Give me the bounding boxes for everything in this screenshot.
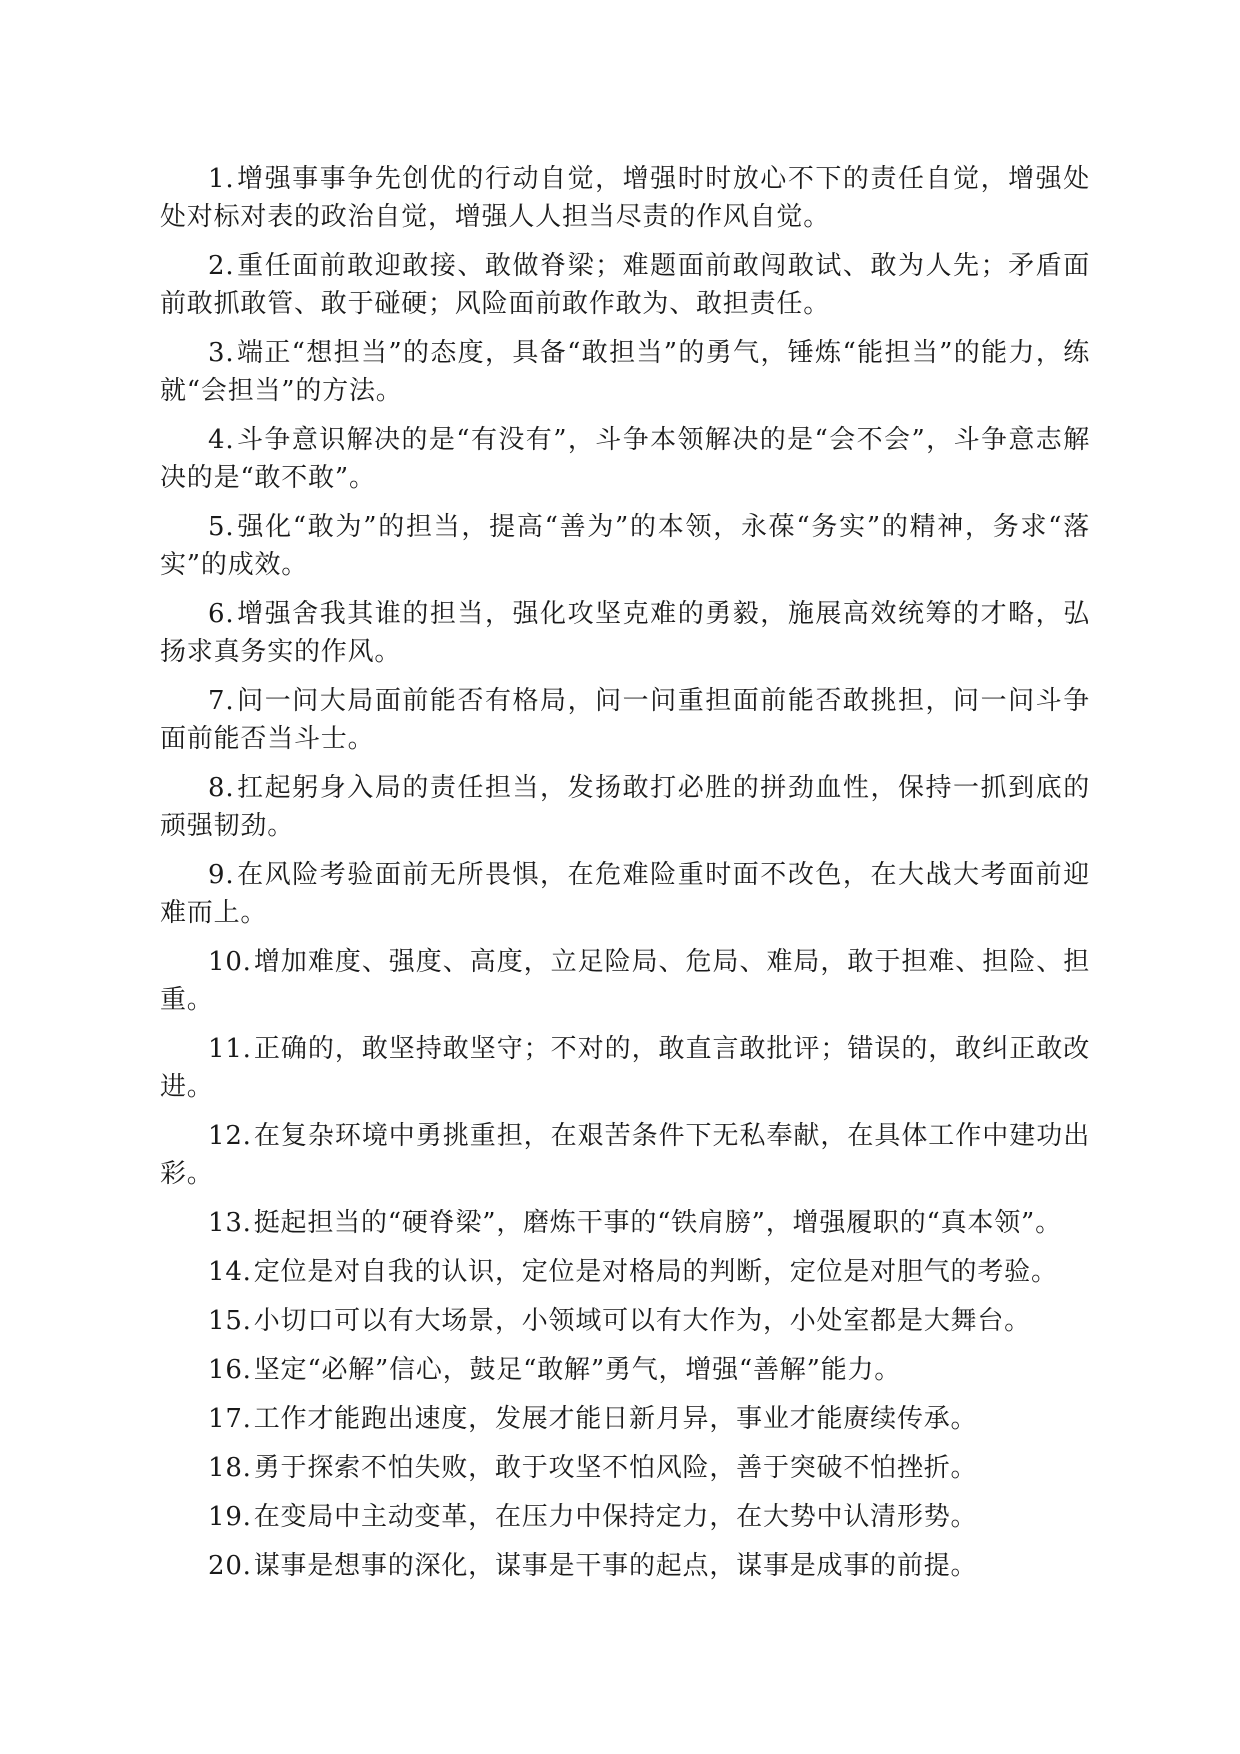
item-text: 工作才能跑出速度，发展才能日新月异，事业才能赓续传承。 [253, 1404, 978, 1434]
item-text: 增强舍我其谁的担当，强化攻坚克难的勇毅，施展高效统筹的才略，弘扬求真务实的作风。 [160, 599, 1090, 667]
document-body [160, 160, 1090, 1596]
item-number: 13. [208, 1208, 252, 1238]
item-text: 小切口可以有大场景，小领域可以有大作为，小处室都是大舞台。 [253, 1306, 1031, 1336]
item-text: 问一问大局面前能否有格局，问一问重担面前能否敢挑担，问一问斗争面前能否当斗士。 [160, 686, 1090, 754]
item-text: 增强事事争先创优的行动自觉，增强时时放心不下的责任自觉，增强处处对标对表的政治自觉，增强人人担当尽责的作风自觉。 [160, 164, 1090, 232]
item-number: 7. [208, 686, 235, 716]
item-number: 17. [208, 1404, 252, 1434]
list-item [160, 1302, 1090, 1340]
list-item [160, 1547, 1090, 1585]
list-item [160, 1204, 1090, 1242]
item-number: 9. [208, 860, 235, 890]
item-number: 3. [208, 338, 235, 368]
item-text: 斗争意识解决的是“有没有”，斗争本领解决的是“会不会”，斗争意志解决的是“敢不敢”。 [160, 425, 1090, 493]
item-text: 坚定“必解”信心，鼓足“敢解”勇气，增强“善解”能力。 [253, 1355, 902, 1385]
item-number: 12. [208, 1121, 252, 1151]
item-text: 挺起担当的“硬脊梁”，磨炼干事的“铁肩膀”，增强履职的“真本领”。 [253, 1208, 1062, 1238]
list-item [160, 1030, 1090, 1106]
list-item [160, 943, 1090, 1019]
list-item [160, 1253, 1090, 1291]
item-number: 18. [208, 1453, 252, 1483]
item-text: 在风险考验面前无所畏惧，在危难险重时面不改色，在大战大考面前迎难而上。 [160, 860, 1090, 928]
item-text: 重任面前敢迎敢接、敢做脊梁；难题面前敢闯敢试、敢为人先；矛盾面前敢抓敢管、敢于碰硬；风险面前敢作敢为、敢担责任。 [160, 251, 1090, 319]
list-item [160, 1117, 1090, 1193]
item-text: 在复杂环境中勇挑重担，在艰苦条件下无私奉献，在具体工作中建功出彩。 [160, 1121, 1090, 1189]
item-number: 4. [208, 425, 235, 455]
list-item [160, 160, 1090, 236]
item-number: 8. [208, 773, 235, 803]
item-text: 正确的，敢坚持敢坚守；不对的，敢直言敢批评；错误的，敢纠正敢改进。 [160, 1034, 1090, 1102]
item-text: 在变局中主动变革，在压力中保持定力，在大势中认清形势。 [253, 1502, 978, 1532]
list-item [160, 508, 1090, 584]
item-text: 增加难度、强度、高度，立足险局、危局、难局，敢于担难、担险、担重。 [160, 947, 1090, 1015]
list-item [160, 1449, 1090, 1487]
item-number: 11. [208, 1034, 252, 1064]
item-number: 19. [208, 1502, 252, 1532]
list-item [160, 682, 1090, 758]
item-text: 勇于探索不怕失败，敢于攻坚不怕风险，善于突破不怕挫折。 [253, 1453, 978, 1483]
list-item [160, 595, 1090, 671]
list-item [160, 856, 1090, 932]
item-number: 16. [208, 1355, 252, 1385]
item-text: 谋事是想事的深化，谋事是干事的起点，谋事是成事的前提。 [253, 1551, 978, 1581]
item-number: 1. [208, 164, 235, 194]
item-number: 6. [208, 599, 235, 629]
item-text: 扛起躬身入局的责任担当，发扬敢打必胜的拼劲血性，保持一抓到底的顽强韧劲。 [160, 773, 1090, 841]
list-item [160, 1400, 1090, 1438]
list-item [160, 334, 1090, 410]
list-item [160, 1351, 1090, 1389]
list-item [160, 769, 1090, 845]
item-number: 20. [208, 1551, 252, 1581]
item-text: 强化“敢为”的担当，提高“善为”的本领，永葆“务实”的精神，务求“落实”的成效。 [160, 512, 1090, 580]
item-number: 10. [208, 947, 252, 977]
item-number: 2. [208, 251, 235, 281]
item-text: 端正“想担当”的态度，具备“敢担当”的勇气，锤炼“能担当”的能力，练就“会担当”的方法。 [160, 338, 1090, 406]
list-item [160, 421, 1090, 497]
item-number: 14. [208, 1257, 252, 1287]
list-item [160, 247, 1090, 323]
item-number: 15. [208, 1306, 252, 1336]
list-item [160, 1498, 1090, 1536]
item-number: 5. [208, 512, 235, 542]
item-text: 定位是对自我的认识，定位是对格局的判断，定位是对胆气的考验。 [253, 1257, 1058, 1287]
